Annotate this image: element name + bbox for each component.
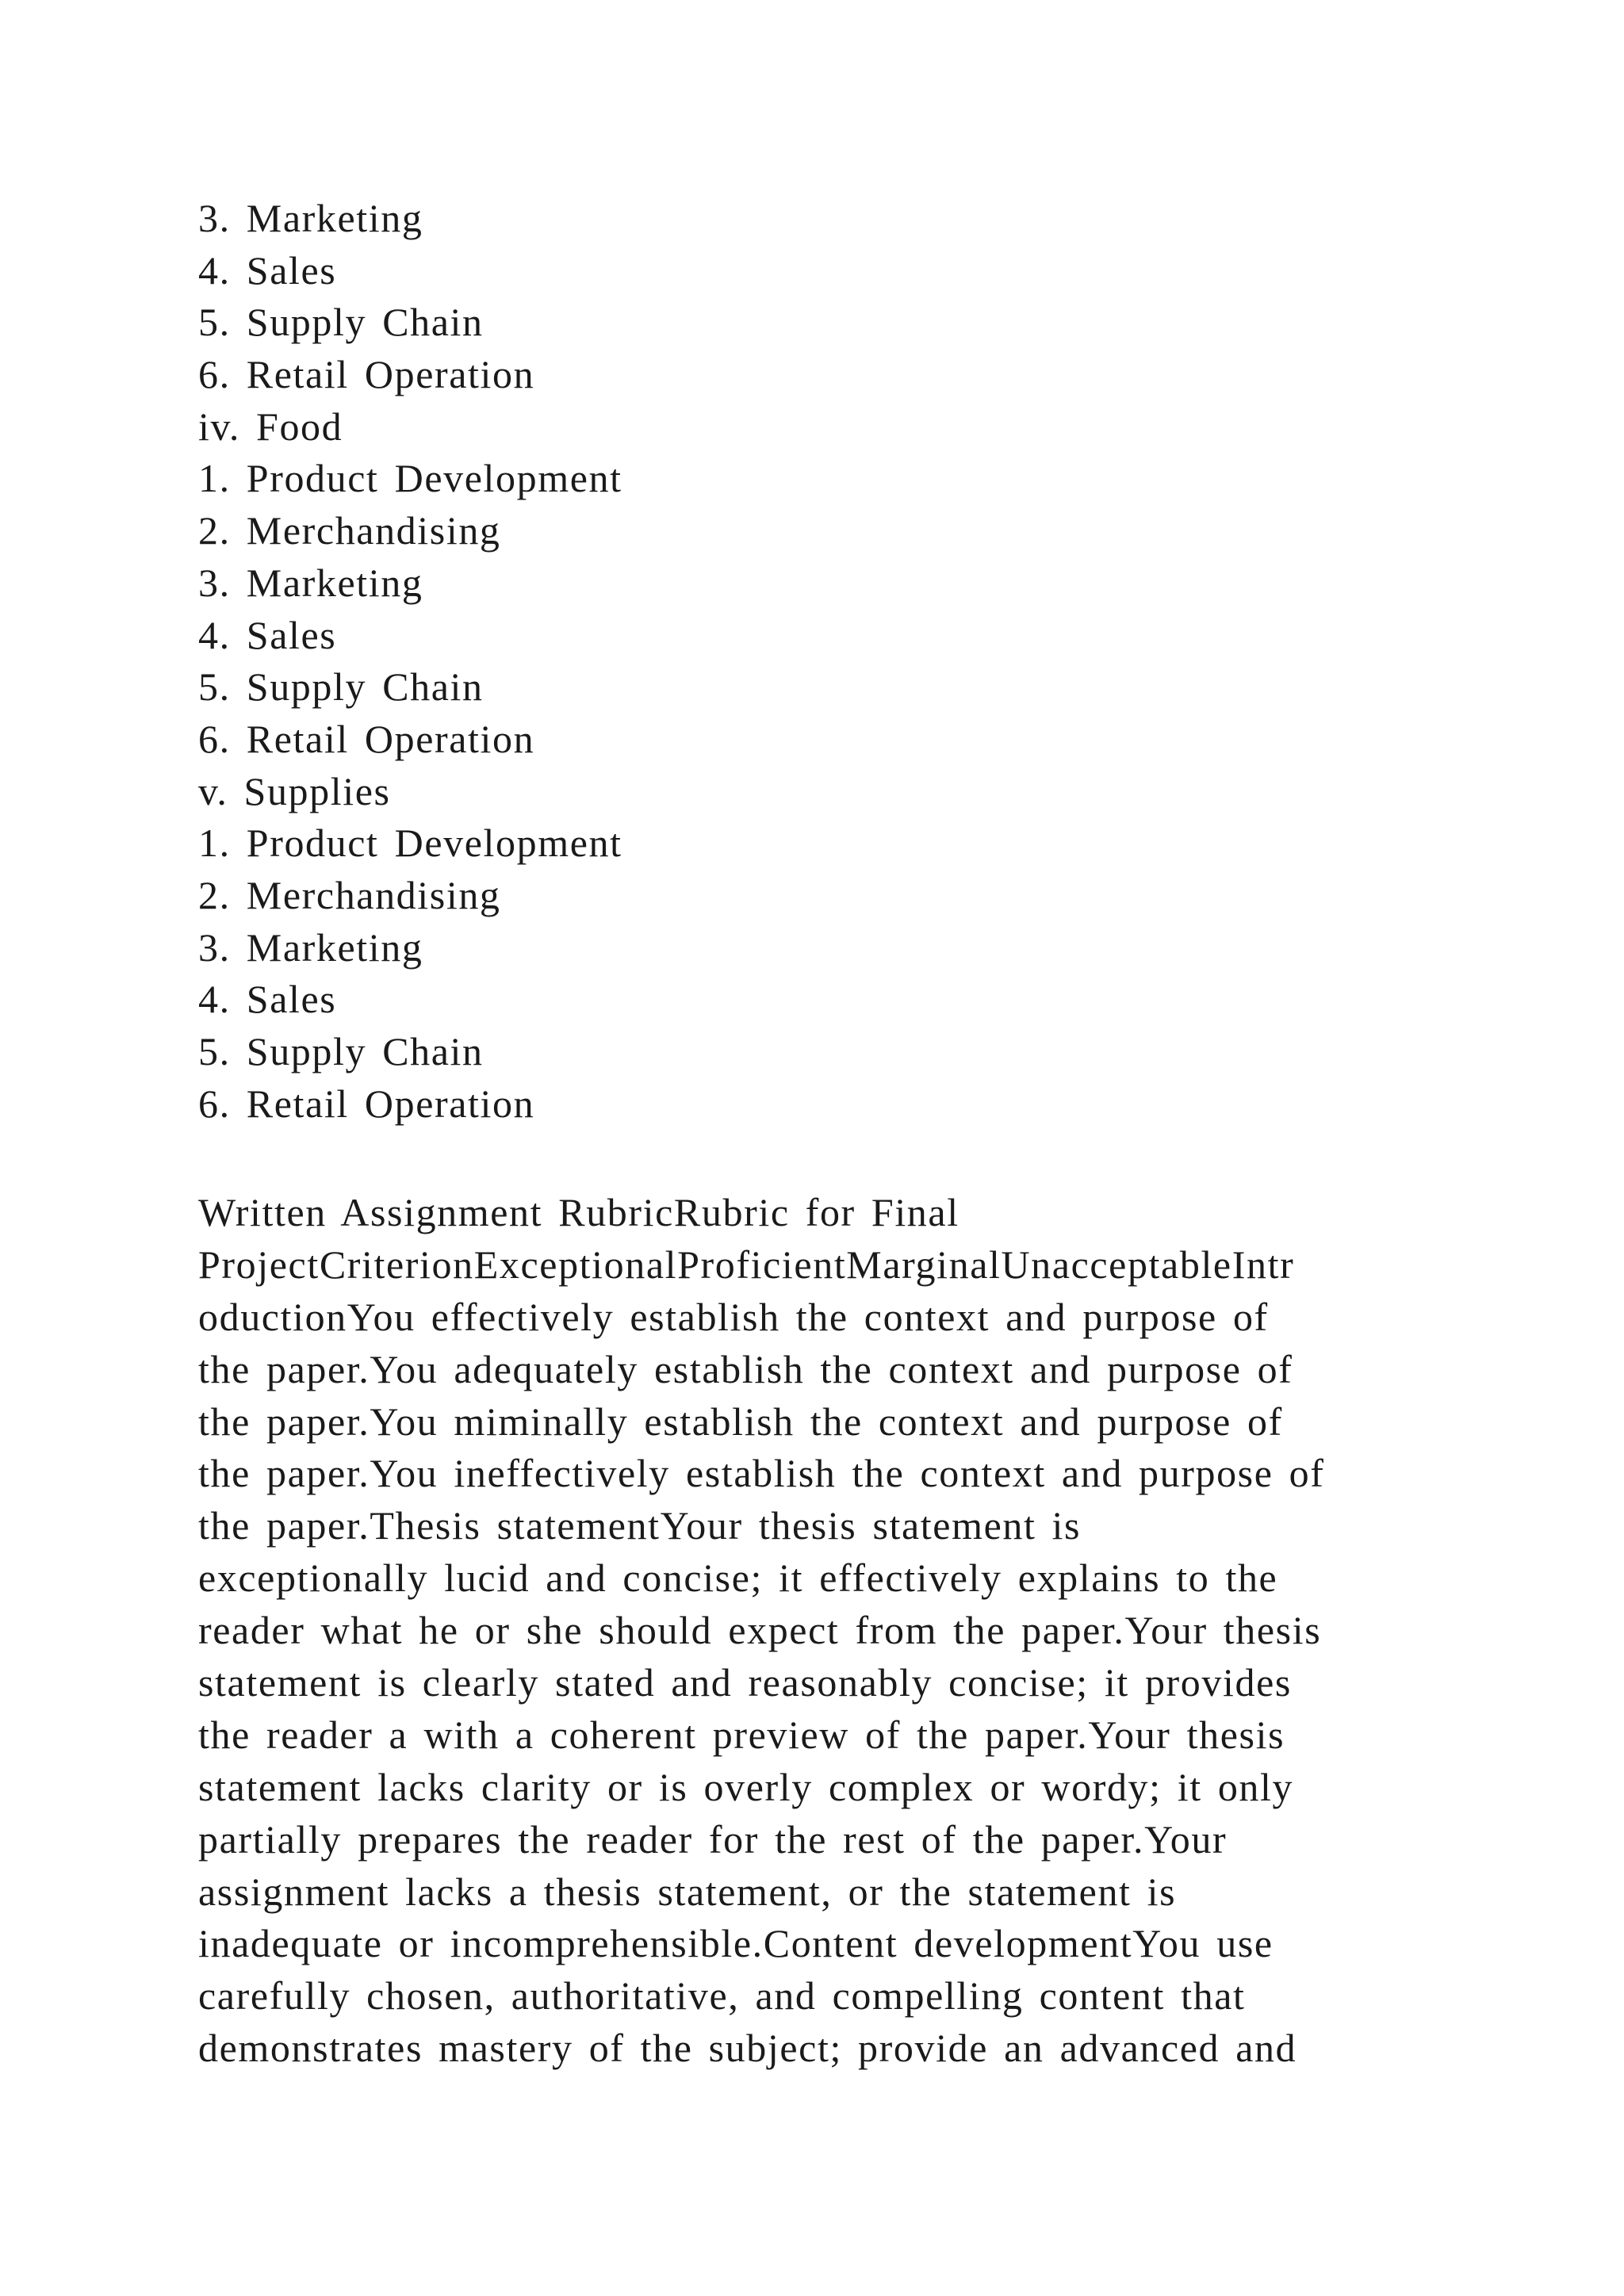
outline-line: 4. Sales	[198, 977, 337, 1022]
outline-list	[198, 193, 622, 1130]
outline-line: 1. Product Development	[198, 821, 622, 866]
rubric-line: carefully chosen, authoritative, and compelling content that	[198, 1973, 1246, 2019]
outline-line: 3. Marketing	[198, 924, 423, 970]
rubric-line: assignment lacks a thesis statement, or the statement is	[198, 1869, 1177, 1914]
outline-line: 5. Supply Chain	[198, 664, 484, 710]
outline-line: 2. Merchandising	[198, 508, 501, 553]
outline-line: 4. Sales	[198, 247, 337, 293]
outline-line: 3. Marketing	[198, 196, 423, 240]
rubric-line: inadequate or incomprehensible.Content developmentYou use	[198, 1921, 1274, 1966]
rubric-line: Written Assignment RubricRubric for Final	[198, 1190, 959, 1234]
rubric-line: the paper.You adequately establish the context and purpose of	[198, 1346, 1293, 1391]
outline-line: 6. Retail Operation	[198, 352, 535, 397]
rubric-line: statement is clearly stated and reasonably concise; it provides	[198, 1660, 1292, 1705]
rubric-line: the paper.You miminally establish the context and purpose of	[198, 1399, 1283, 1444]
rubric-line: reader what he or she should expect from the paper.Your thesis	[198, 1608, 1322, 1653]
rubric-line: the paper.You ineffectively establish the context and purpose of	[198, 1451, 1325, 1496]
rubric-line: demonstrates mastery of the subject; provide an advanced and	[198, 2026, 1297, 2071]
outline-line: iv. Food	[198, 404, 343, 449]
outline-line: 1. Product Development	[198, 456, 622, 501]
rubric-line: ProjectCriterionExceptionalProficientMarginalUnacceptableIntr	[198, 1242, 1295, 1287]
outline-line: 4. Sales	[198, 612, 337, 657]
rubric-line: statement lacks clarity or is overly complex or wordy; it only	[198, 1764, 1294, 1809]
outline-line: 2. Merchandising	[198, 872, 501, 917]
outline-line: 6. Retail Operation	[198, 716, 535, 761]
rubric-line: the reader a with a coherent preview of the paper.Your thesis	[198, 1712, 1285, 1757]
rubric-line: exceptionally lucid and concise; it effectively explains to the	[198, 1556, 1278, 1601]
outline-line: 6. Retail Operation	[198, 1081, 535, 1126]
outline-line: 5. Supply Chain	[198, 300, 484, 345]
rubric-line: the paper.Thesis statementYour thesis statement is	[198, 1503, 1082, 1548]
outline-line: v. Supplies	[198, 768, 391, 813]
rubric-paragraph	[198, 1187, 1324, 2075]
outline-line: 5. Supply Chain	[198, 1029, 484, 1073]
outline-line: 3. Marketing	[198, 560, 423, 605]
rubric-line: partially prepares the reader for the rest of the paper.Your	[198, 1816, 1228, 1862]
rubric-line: oductionYou effectively establish the context and purpose of	[198, 1294, 1269, 1339]
